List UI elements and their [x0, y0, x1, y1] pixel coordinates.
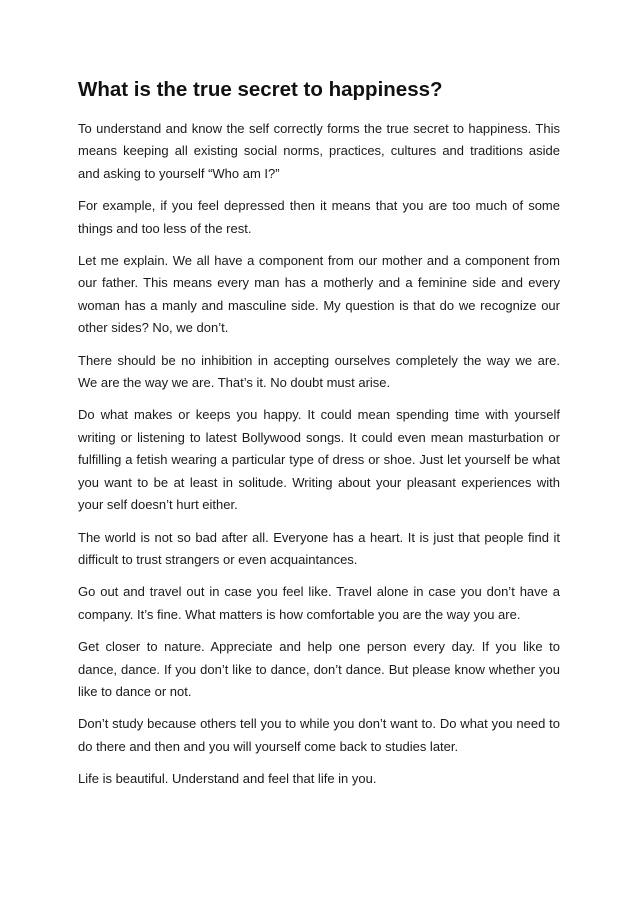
paragraph-3: Let me explain. We all have a component from our mother and a component from our father. This means every man has a motherly and a feminine side and every woman has a manly and masculine side. My question is that do we recognize our other sides? No, we don’t.: [78, 253, 560, 336]
paragraph-5: Do what makes or keeps you happy. It could mean spending time with yourself writing or listening to latest Bollywood songs. It could even mean masturbation or fulfilling a fetish wearing a particular type of dress or shoe. Just let yourself be what you want to be at least in solitude. Writing about your pleasant experiences with your self doesn’t hurt either.: [78, 407, 560, 513]
paragraph-10: Life is beautiful. Understand and feel that life in you.: [78, 771, 377, 787]
paragraph-1: To understand and know the self correctly forms the true secret to happiness. This means keeping all existing social norms, practices, cultures and traditions aside and asking to yourself “Who am I?”: [78, 121, 560, 181]
document-page: [78, 76, 560, 801]
paragraph-9: Don’t study because others tell you to while you don’t want to. Do what you need to do there and then and you will yourself come back to studies later.: [78, 716, 560, 754]
document-title: What is the true secret to happiness?: [78, 78, 443, 101]
paragraph-8: Get closer to nature. Appreciate and help one person every day. If you like to dance, dance. If you don’t like to dance, don’t dance. But please know whether you like to dance or not.: [78, 639, 560, 699]
paragraph-7: Go out and travel out in case you feel like. Travel alone in case you don’t have a company. It’s fine. What matters is how comfortable you are the way you are.: [78, 584, 560, 622]
paragraph-2: For example, if you feel depressed then it means that you are too much of some things and too less of the rest.: [78, 198, 560, 236]
paragraph-6: The world is not so bad after all. Everyone has a heart. It is just that people find it difficult to trust strangers or even acquaintances.: [78, 529, 560, 567]
paragraph-4: There should be no inhibition in accepting ourselves completely the way we are. We are the way we are. That’s it. No doubt must arise.: [78, 352, 560, 391]
